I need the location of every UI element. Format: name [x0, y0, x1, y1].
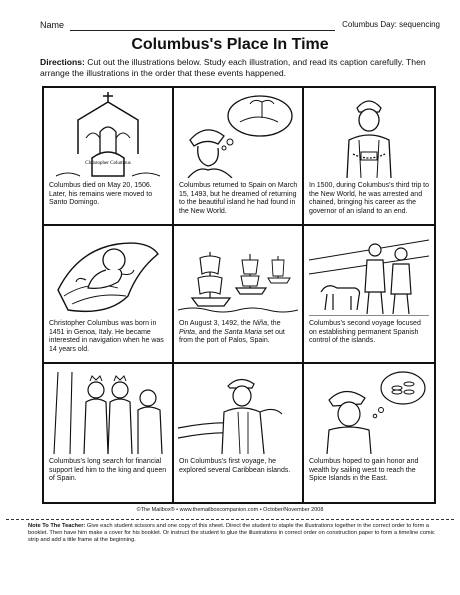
- panel-caption: Columbus hoped to gain honor and wealth by sailing west to reach the Spice Islands in the East.: [309, 458, 419, 483]
- explorers-landing-icon: [308, 230, 430, 316]
- panel-7[interactable]: [44, 364, 174, 502]
- panel-caption: Columbus's long search for financial support led him to the king and queen of Spain.: [49, 458, 167, 483]
- panel-caption: Columbus returned to Spain on March 15, 1493, but he dreamed of returning to the beautiful island he had found in the New World.: [179, 182, 298, 215]
- panel-caption: Christopher Columbus was born in 1451 in Genoa, Italy. He became interested in navigation when he was 14 years old.: [49, 320, 164, 353]
- teacher-note: [28, 523, 438, 545]
- panel-4[interactable]: [44, 226, 174, 364]
- columbus-gold-thought-icon: [308, 368, 430, 454]
- royal-court-icon: [48, 368, 168, 454]
- three-ships-icon: [178, 230, 298, 316]
- panel-caption: On August 3, 1492, the Niña, the Pinta, and the Santa Maria set out from the port of Palos, Spain.: [179, 320, 285, 345]
- header-row: [40, 20, 440, 34]
- panel-caption: In 1500, during Columbus's third trip to the New World, he was arrested and chained, bringing his career as the governor of an island to an end.: [309, 182, 430, 215]
- name-label: Name: [40, 20, 65, 30]
- teacher-note-label: Note To The Teacher:: [28, 523, 86, 529]
- directions: [40, 57, 435, 79]
- page-title: Columbus's Place In Time: [131, 36, 329, 53]
- panel-caption: On Columbus's first voyage, he explored several Caribbean islands.: [179, 458, 291, 474]
- directions-text: Cut out the illustrations below. Study each illustration, and read its caption carefully. Then arrange the illustrations in the order that these events happened.: [40, 57, 426, 78]
- directions-label: Directions:: [40, 57, 85, 67]
- copyright-line: ©The Mailbox® • www.themailboxcompanion.com • October/November 2008: [136, 507, 324, 513]
- chained-columbus-icon: [308, 92, 430, 178]
- columbus-ship-rail-icon: [178, 368, 298, 454]
- panel-caption: Columbus died on May 20, 1506. Later, his remains were moved to Santo Domingo.: [49, 182, 153, 207]
- panel-2[interactable]: [174, 88, 304, 226]
- panel-5[interactable]: [174, 226, 304, 364]
- panel-9[interactable]: [304, 364, 434, 502]
- panel-3[interactable]: [304, 88, 434, 226]
- baby-blanket-icon: [48, 230, 168, 316]
- name-line[interactable]: [70, 30, 335, 31]
- panel-1[interactable]: [44, 88, 174, 226]
- tombstone-church-icon: [48, 92, 168, 178]
- tomb-text: Christopher Columbus: [85, 161, 131, 166]
- worksheet-topic: Columbus Day: sequencing: [342, 20, 440, 29]
- cut-line: [6, 519, 454, 520]
- illustration-grid: [42, 86, 436, 504]
- panel-8[interactable]: [174, 364, 304, 502]
- dreaming-columbus-icon: [178, 92, 298, 178]
- panel-6[interactable]: [304, 226, 434, 364]
- teacher-note-text: Give each student scissors and one copy of this sheet. Direct the student to staple the illustrations together in the correct order to form a booklet. Then have him make a cover for his booklet. Or instruct the student to glue the illustrations in correct order on construction paper to form a timeline comic strip and add a title frame at the beginning.: [28, 523, 435, 544]
- panel-caption: Columbus's second voyage focused on establishing permanent Spanish control of the islands.: [309, 320, 421, 345]
